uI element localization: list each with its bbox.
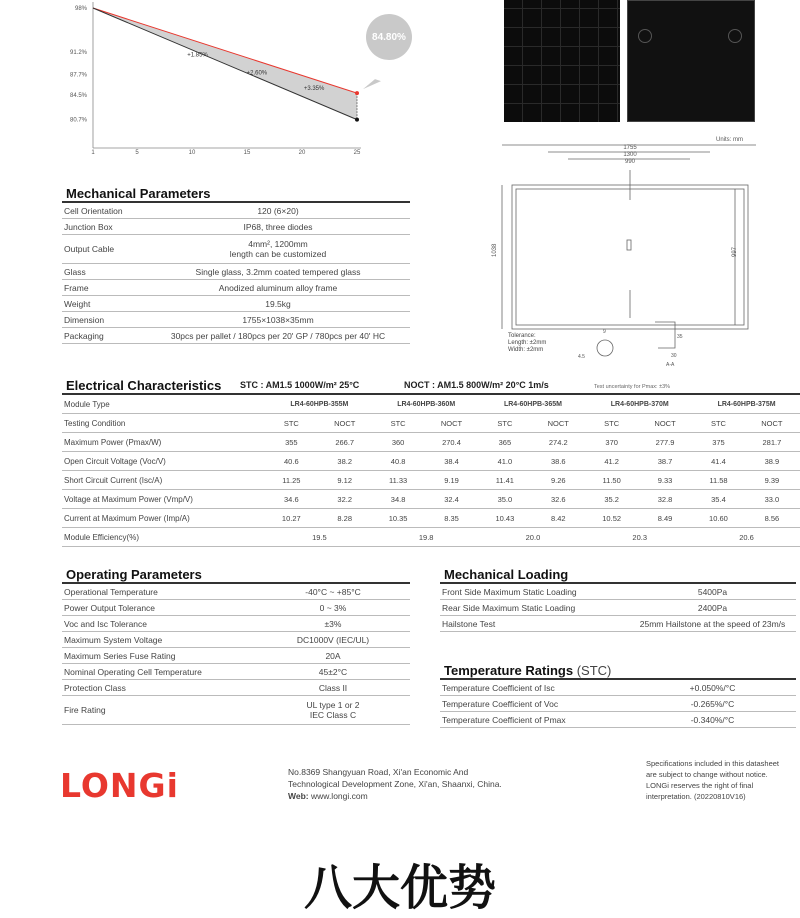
value-line: 45±2°C: [318, 666, 348, 677]
table-row: [440, 680, 796, 696]
table-row: [62, 312, 410, 328]
value-line: ±3%: [324, 618, 342, 629]
callout-tail: [363, 79, 381, 89]
row-value: [256, 680, 410, 696]
note-line-1: Specifications included in this datasheet: [646, 759, 780, 768]
note-line-2: are subject to change without notice.: [646, 770, 768, 779]
stc-header: STC: [586, 414, 637, 433]
electrical-table: [62, 395, 800, 547]
table-row: [62, 203, 410, 219]
value-cell: 281.7: [744, 433, 800, 452]
value-cell: 38.2: [317, 452, 373, 471]
y-tick-label: 84.5%: [69, 93, 87, 100]
value-cell: 8.49: [637, 509, 693, 528]
row-label: Fire Rating: [62, 696, 256, 725]
row-label: Operational Temperature: [62, 584, 256, 600]
noct-header: NOCT: [637, 414, 693, 433]
banner-title: 八大优势: [303, 860, 496, 916]
row-value: [256, 696, 410, 725]
end-point-industry: [355, 118, 359, 122]
row-label: Hailstone Test: [440, 616, 629, 632]
value-line: -40°C ~ +85°C: [305, 586, 361, 597]
value-cell: 34.6: [266, 490, 317, 509]
value-cell: 9.26: [530, 471, 586, 490]
row-value: [146, 235, 410, 264]
y-tick-label: 91.2%: [69, 49, 87, 56]
row-value: [629, 616, 796, 632]
dim-1755: 1755: [623, 145, 637, 151]
electrical-title: Electrical Characteristics: [66, 378, 222, 393]
value-line: 25mm Hailstone at the speed of 23m/s: [639, 618, 786, 629]
value-cell: 274.2: [530, 433, 586, 452]
table-row: [62, 433, 800, 452]
value-cell: 35.4: [693, 490, 744, 509]
row-value: [146, 312, 410, 328]
row-label: Front Side Maximum Static Loading: [440, 584, 629, 600]
table-row: [62, 696, 410, 725]
table-row: [62, 328, 410, 344]
table-row: [440, 696, 796, 712]
operating-table: [62, 584, 410, 725]
table-row: [62, 632, 410, 648]
value-line: Single glass, 3.2mm coated tempered glass: [195, 266, 361, 277]
mechanical-table: [62, 203, 410, 344]
value-cell: 34.8: [373, 490, 424, 509]
model-name: LR4-60HPB-370M: [586, 395, 693, 414]
row-value: [146, 280, 410, 296]
table-row: [62, 616, 410, 632]
footer-address: [288, 766, 502, 802]
industry-line: [93, 8, 357, 120]
dim-997: 997: [732, 246, 738, 257]
row-label: Frame: [62, 280, 146, 296]
efficiency-cell: 19.5: [266, 528, 373, 547]
dim-1300: 1300: [623, 152, 637, 158]
x-tick-label: 10: [188, 150, 196, 156]
efficiency-cell: 20.6: [693, 528, 800, 547]
dim-35: 35: [677, 334, 683, 340]
row-label: Power Output Tolerance: [62, 600, 256, 616]
row-label: Temperature Coefficient of Isc: [440, 680, 629, 696]
table-row: [62, 264, 410, 280]
section-label: A-A: [666, 362, 675, 368]
value-cell: 32.4: [423, 490, 479, 509]
address-line-1: No.8369 Shangyuan Road, Xi'an Economic And: [288, 767, 469, 777]
value-line: 30pcs per pallet / 180pcs per 20' GP / 780pcs per 40' HC: [170, 330, 386, 341]
y-tick-label: 80.7%: [69, 117, 87, 124]
table-row: [62, 414, 800, 433]
tolerance-length: Length: ±2mm: [508, 340, 547, 346]
test-uncertainty: Test uncertainty for Pmax: ±3%: [594, 384, 671, 390]
value-cell: 38.7: [637, 452, 693, 471]
row-label: Module Efficiency(%): [62, 528, 266, 547]
value-cell: 8.28: [317, 509, 373, 528]
row-label: Current at Maximum Power (Imp/A): [62, 509, 266, 528]
noct-header: NOCT: [530, 414, 586, 433]
row-label: Cell Orientation: [62, 203, 146, 219]
row-value: [629, 712, 796, 728]
value-cell: 11.25: [266, 471, 317, 490]
y-tick-label: 98%: [74, 6, 87, 12]
x-tick-label: 15: [243, 150, 251, 156]
table-row: [62, 219, 410, 235]
model-name: LR4-60HPB-375M: [693, 395, 800, 414]
x-tick-label: 5: [135, 150, 139, 156]
longi-logo: LONGi: [60, 766, 179, 805]
dimension-drawing: [490, 140, 770, 372]
table-row: [440, 584, 796, 600]
row-label: Junction Box: [62, 219, 146, 235]
temperature-title-suffix: (STC): [576, 663, 612, 678]
x-tick-label: 25: [353, 150, 361, 156]
table-row: [62, 452, 800, 471]
value-line: -0.265%/°C: [690, 698, 735, 709]
value-cell: 365: [480, 433, 531, 452]
row-label: Temperature Coefficient of Voc: [440, 696, 629, 712]
module-front-image: [504, 0, 620, 122]
gain-annotation: +1.85%: [187, 52, 208, 59]
table-row: [62, 509, 800, 528]
table-row: [62, 280, 410, 296]
module-back-image: [627, 0, 755, 122]
row-value: [256, 616, 410, 632]
noct-conditions: NOCT : AM1.5 800W/m² 20°C 1m/s: [404, 380, 549, 390]
value-cell: 375: [693, 433, 744, 452]
noct-header: NOCT: [744, 414, 800, 433]
row-value: [256, 584, 410, 600]
row-value: [256, 664, 410, 680]
tolerance-label: Tolerance:: [508, 333, 536, 339]
value-line: +0.050%/°C: [689, 682, 736, 693]
efficiency-cell: 19.8: [373, 528, 480, 547]
row-label: Glass: [62, 264, 146, 280]
stc-conditions: STC : AM1.5 1000W/m² 25°C: [240, 380, 360, 390]
value-cell: 9.33: [637, 471, 693, 490]
table-row: [62, 600, 410, 616]
tolerance-width: Width: ±2mm: [508, 347, 544, 353]
loading-table: [440, 584, 796, 632]
row-value: [629, 600, 796, 616]
value-cell: 11.50: [586, 471, 637, 490]
model-name: LR4-60HPB-355M: [266, 395, 373, 414]
row-label: Testing Condition: [62, 414, 266, 433]
value-cell: 38.9: [744, 452, 800, 471]
row-label: Maximum Power (Pmax/W): [62, 433, 266, 452]
stc-header: STC: [480, 414, 531, 433]
stc-header: STC: [266, 414, 317, 433]
dim-990: 990: [624, 159, 636, 165]
value-line: IP68, three diodes: [243, 221, 313, 232]
value-cell: 9.19: [423, 471, 479, 490]
operating-title: Operating Parameters: [66, 567, 202, 582]
value-cell: 41.4: [693, 452, 744, 471]
table-row: [62, 664, 410, 680]
web-link[interactable]: www.longi.com: [311, 791, 368, 801]
guaranteed-line: [93, 8, 357, 93]
value-cell: 35.2: [586, 490, 637, 509]
end-point-guaranteed: [355, 91, 359, 95]
row-value: [146, 264, 410, 280]
row-label: Weight: [62, 296, 146, 312]
noct-header: NOCT: [423, 414, 479, 433]
value-line: 2400Pa: [697, 602, 728, 613]
value-cell: 33.0: [744, 490, 800, 509]
value-line: 4mm², 1200mm: [248, 239, 308, 249]
value-cell: 10.52: [586, 509, 637, 528]
value-cell: 41.2: [586, 452, 637, 471]
address-line-2: Technological Development Zone, Xi'an, Shaanxi, China.: [288, 779, 502, 789]
table-row: [62, 680, 410, 696]
row-label: Dimension: [62, 312, 146, 328]
row-value: [146, 328, 410, 344]
degradation-chart: [55, 0, 425, 160]
row-value: [256, 648, 410, 664]
value-line: 19.5kg: [265, 298, 291, 309]
table-row: [440, 600, 796, 616]
value-cell: 32.2: [317, 490, 373, 509]
note-line-3: LONGi reserves the right of final: [646, 781, 754, 790]
stc-header: STC: [373, 414, 424, 433]
web-label: Web:: [288, 791, 309, 801]
value-cell: 360: [373, 433, 424, 452]
table-row: [62, 471, 800, 490]
value-cell: 38.6: [530, 452, 586, 471]
table-row: [62, 395, 800, 414]
efficiency-cell: 20.3: [586, 528, 693, 547]
value-cell: 38.4: [423, 452, 479, 471]
value-cell: 8.56: [744, 509, 800, 528]
model-name: LR4-60HPB-360M: [373, 395, 480, 414]
row-label: Rear Side Maximum Static Loading: [440, 600, 629, 616]
table-row: [62, 296, 410, 312]
row-value: [146, 203, 410, 219]
row-label: Nominal Operating Cell Temperature: [62, 664, 256, 680]
value-cell: 40.8: [373, 452, 424, 471]
value-cell: 9.12: [317, 471, 373, 490]
value-line: 120 (6×20): [257, 205, 299, 216]
mechanical-title: Mechanical Parameters: [66, 186, 211, 201]
row-label: Temperature Coefficient of Pmax: [440, 712, 629, 728]
value-cell: 9.39: [744, 471, 800, 490]
value-cell: 8.42: [530, 509, 586, 528]
dim-4-5: 4.5: [578, 354, 585, 360]
value-line: 5400Pa: [697, 586, 728, 597]
value-cell: 32.8: [637, 490, 693, 509]
row-value: [256, 600, 410, 616]
value-cell: 10.35: [373, 509, 424, 528]
note-line-4: interpretation. (20220810V16): [646, 792, 746, 801]
stc-header: STC: [693, 414, 744, 433]
table-row: [440, 616, 796, 632]
value-line: 1755×1038×35mm: [242, 314, 314, 325]
value-cell: 270.4: [423, 433, 479, 452]
row-value: [629, 584, 796, 600]
value-cell: 35.0: [480, 490, 531, 509]
value-line: UL type 1 or 2: [306, 700, 360, 710]
row-value: [146, 296, 410, 312]
x-tick-label: 1: [91, 150, 95, 156]
row-value: [629, 680, 796, 696]
value-cell: 10.60: [693, 509, 744, 528]
value-cell: 40.6: [266, 452, 317, 471]
model-name: LR4-60HPB-365M: [480, 395, 587, 414]
value-line: Class II: [318, 682, 348, 693]
gain-annotation: +3.35%: [303, 85, 325, 92]
value-cell: 10.43: [480, 509, 531, 528]
value-line: Anodized aluminum alloy frame: [218, 282, 338, 293]
value-line: 0 ~ 3%: [319, 602, 347, 613]
dim-30: 30: [671, 353, 677, 359]
y-tick-label: 87.7%: [69, 72, 87, 79]
temperature-title-text: Temperature Ratings: [444, 663, 574, 678]
x-tick-label: 20: [298, 150, 306, 156]
temperature-title: [444, 663, 611, 678]
value-cell: 11.33: [373, 471, 424, 490]
value-cell: 355: [266, 433, 317, 452]
row-label: Short Circuit Current (Isc/A): [62, 471, 266, 490]
temperature-table: [440, 680, 796, 728]
row-value: [256, 632, 410, 648]
row-label: Protection Class: [62, 680, 256, 696]
row-label: Maximum System Voltage: [62, 632, 256, 648]
row-label: Voc and Isc Tolerance: [62, 616, 256, 632]
table-row: [62, 648, 410, 664]
callout-value: 84.80%: [372, 32, 406, 43]
web-line: [288, 790, 502, 802]
dim-1038: 1038: [492, 243, 498, 257]
row-value: [146, 219, 410, 235]
row-label: Module Type: [62, 395, 266, 414]
value-line: 20A: [325, 650, 341, 661]
value-cell: 370: [586, 433, 637, 452]
table-row: [62, 235, 410, 264]
gain-annotation: +2.60%: [246, 70, 268, 77]
table-row: [62, 490, 800, 509]
row-label: Packaging: [62, 328, 146, 344]
value-cell: 10.27: [266, 509, 317, 528]
noct-header: NOCT: [317, 414, 373, 433]
dim-9: 9: [603, 329, 606, 335]
value-cell: 11.58: [693, 471, 744, 490]
table-row: [62, 584, 410, 600]
row-label: Maximum Series Fuse Rating: [62, 648, 256, 664]
table-row: [62, 528, 800, 547]
efficiency-cell: 20.0: [480, 528, 587, 547]
row-value: [629, 696, 796, 712]
value-cell: 41.0: [480, 452, 531, 471]
value-line-2: IEC Class C: [309, 710, 357, 720]
value-cell: 8.35: [423, 509, 479, 528]
value-cell: 11.41: [480, 471, 531, 490]
loading-title: Mechanical Loading: [444, 567, 569, 582]
value-cell: 277.9: [637, 433, 693, 452]
table-row: [440, 712, 796, 728]
value-cell: 266.7: [317, 433, 373, 452]
row-label: Output Cable: [62, 235, 146, 264]
value-line: -0.340%/°C: [690, 714, 735, 725]
value-line: DC1000V (IEC/UL): [296, 634, 370, 645]
value-cell: 32.6: [530, 490, 586, 509]
units-label: Units: mm: [716, 137, 743, 143]
disclaimer: [646, 758, 779, 802]
row-label: Open Circuit Voltage (Voc/V): [62, 452, 266, 471]
row-label: Voltage at Maximum Power (Vmp/V): [62, 490, 266, 509]
value-line-2: length can be customized: [229, 249, 327, 259]
